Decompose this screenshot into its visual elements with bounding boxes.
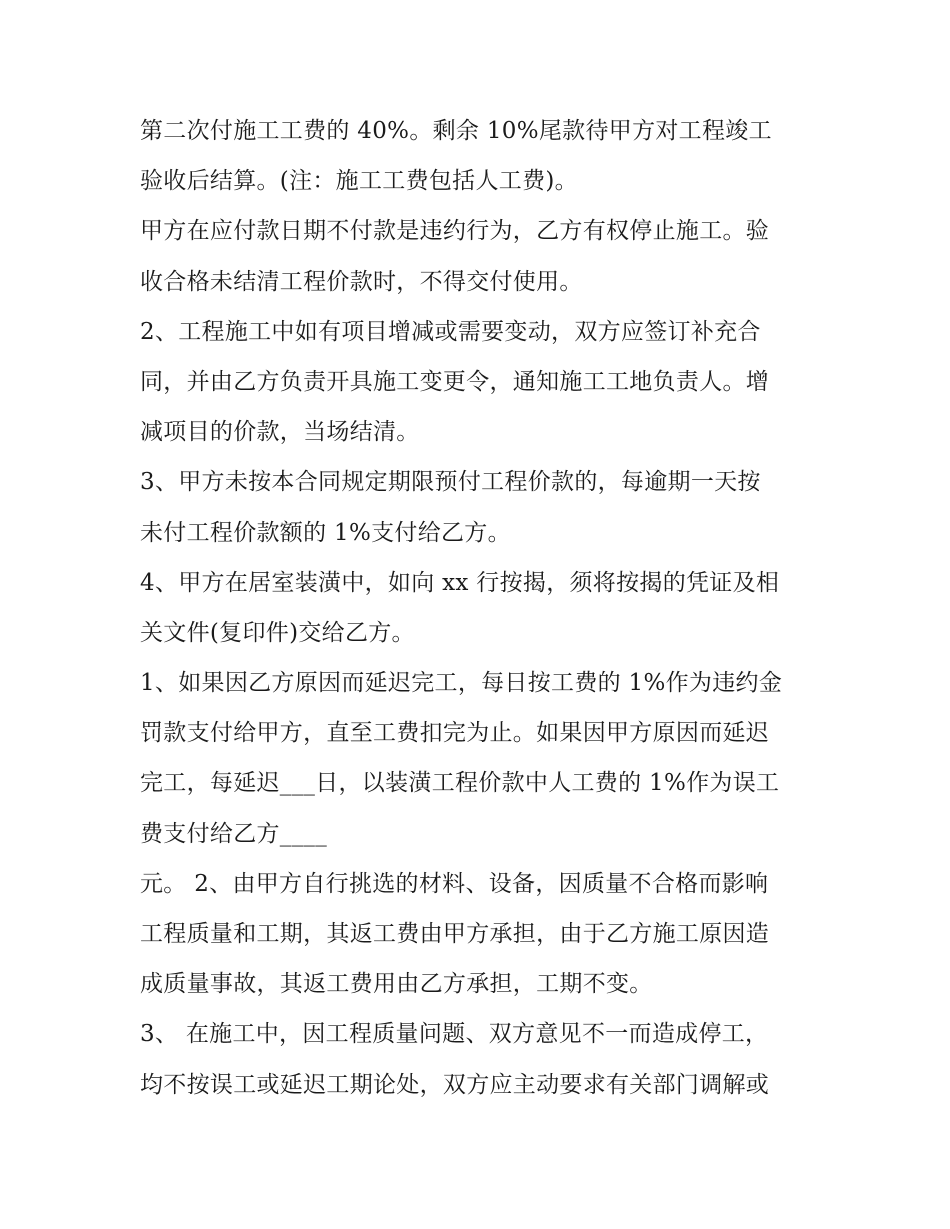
text-line: 4、甲方在居室装潢中，如向 xx 行按揭，须将按揭的凭证及相 <box>140 569 780 596</box>
text-line: 完工，每延迟___日，以装潢工程价款中人工费的 1%作为误工 <box>140 770 780 797</box>
text-line: 未付工程价款额的 1%支付给乙方。 <box>140 519 511 546</box>
text-line: 工程质量和工期，其返工费由甲方承担，由于乙方施工原因造 <box>140 921 770 947</box>
text-line: 3、甲方未按本合同规定期限预付工程价款的，每逾期一天按 <box>140 469 761 496</box>
text-line: 元。 2、由甲方自行挑选的材料、设备，因质量不合格而影响 <box>140 870 769 897</box>
text-line: 均不按误工或延迟工期论处，双方应主动要求有关部门调解或 <box>140 1071 770 1098</box>
text-line: 3、 在施工中，因工程质量问题、双方意见不一而造成停工， <box>140 1021 769 1048</box>
text-line: 同，并由乙方负责开具施工变更令，通知施工工地负责人。增 <box>140 368 770 395</box>
text-line: 第二次付施工工费的 40%。剩余 10%尾款待甲方对工程竣工 <box>140 118 772 144</box>
text-line: 减项目的价款，当场结清。 <box>140 419 420 446</box>
text-line: 验收后结算。(注：施工工费包括人工费)。 <box>140 168 578 195</box>
text-line: 2、工程施工中如有项目增减或需要变动，双方应签订补充合 <box>140 318 761 345</box>
text-line: 费支付给乙方____ <box>140 820 327 847</box>
text-line: 关文件(复印件)交给乙方。 <box>140 619 415 646</box>
contract-text-body <box>140 106 820 1110</box>
text-line: 1、如果因乙方原因而延迟完工，每日按工费的 1%作为违约金 <box>140 670 783 697</box>
text-line: 甲方在应付款日期不付款是违约行为，乙方有权停止施工。验 <box>140 218 770 245</box>
text-line: 成质量事故，其返工费用由乙方承担，工期不变。 <box>140 971 653 998</box>
text-line: 收合格未结清工程价款时，不得交付使用。 <box>140 268 583 295</box>
text-line: 罚款支付给甲方，直至工费扣完为止。如果因甲方原因而延迟 <box>140 720 770 747</box>
